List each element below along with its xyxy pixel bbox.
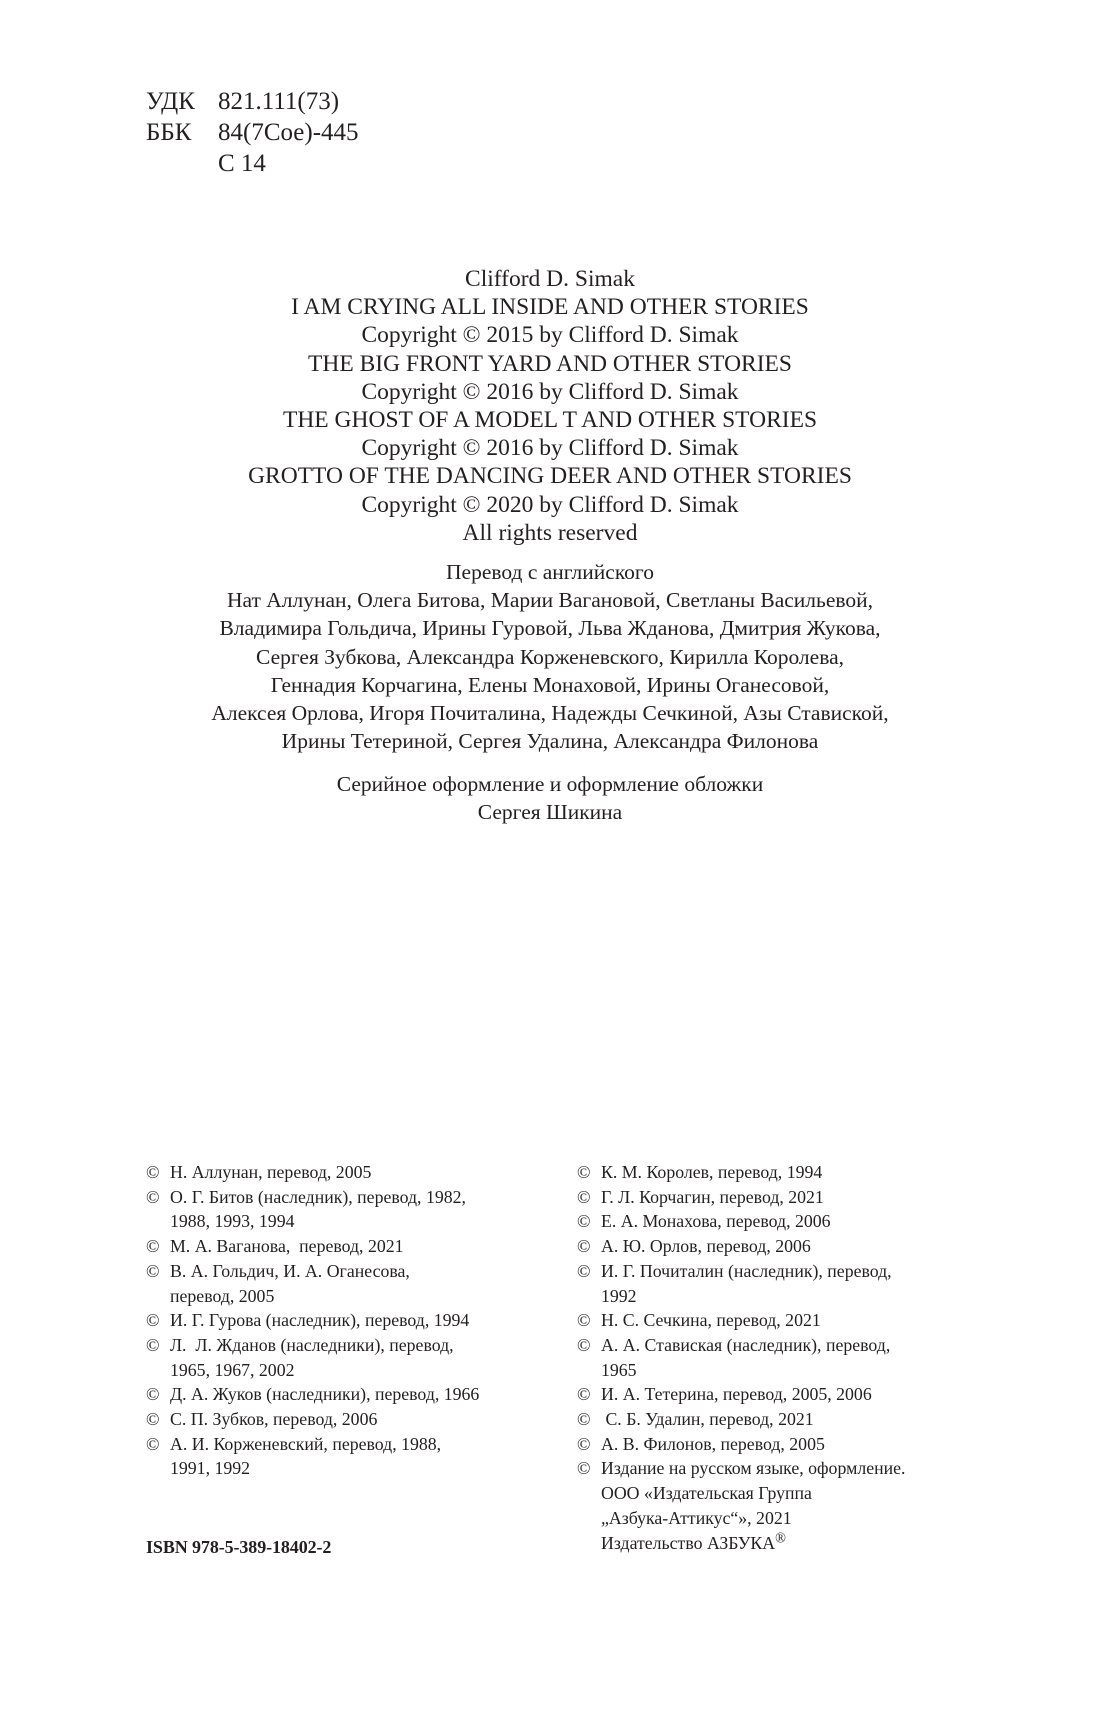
udk-value: 821.111(73) (218, 88, 340, 115)
book-title: THE GHOST OF A MODEL T AND OTHER STORIES (282, 407, 818, 434)
translation-credits (0, 558, 1100, 755)
copyright-notice (577, 1160, 997, 1185)
copyright-notice-text (170, 1382, 556, 1407)
copyright-notice-line: ООО «Издательская Группа (601, 1483, 812, 1504)
copyright-notice-text (170, 1259, 556, 1308)
copyright-icon: © (146, 1186, 160, 1207)
copyright-notice-line: А. Ю. Орлов, перевод, 2006 (601, 1236, 811, 1257)
copyright-notice (146, 1308, 556, 1333)
bbk-value: 84(7Сое)-445 (218, 119, 359, 146)
copyright-notice-text (601, 1209, 997, 1234)
copyright-notice (146, 1407, 556, 1432)
book-title: GROTTO OF THE DANCING DEER AND OTHER STORIES (248, 463, 852, 490)
copyright-icon: © (146, 1433, 160, 1454)
copyright-notice-text (170, 1308, 556, 1333)
translators-line: Нат Аллунан, Олега Битова, Марии Вагановой, Светланы Васильевой, (226, 588, 874, 613)
rights-reserved: All rights reserved (462, 519, 638, 546)
copyright-icon: © (577, 1384, 591, 1405)
bbk-row (146, 117, 359, 148)
copyright-icon: © (146, 1310, 160, 1331)
copyright-notice-line: Г. Л. Корчагин, перевод, 2021 (601, 1186, 824, 1207)
copyright-notice (577, 1209, 997, 1234)
book-title: THE BIG FRONT YARD AND OTHER STORIES (308, 350, 792, 377)
copyright-icon: © (146, 1384, 160, 1405)
copyright-notice-text (601, 1308, 997, 1333)
copyright-icon: © (577, 1409, 591, 1430)
copyright-notice (577, 1456, 997, 1555)
copyright-notice (577, 1259, 997, 1308)
copyright-notice (577, 1308, 997, 1333)
copyright-notice (146, 1333, 556, 1382)
copyright-line: Copyright © 2016 by Clifford D. Simak (361, 378, 739, 405)
copyright-notice-line: перевод, 2005 (170, 1285, 275, 1306)
copyright-notice-line: Е. А. Монахова, перевод, 2006 (601, 1211, 831, 1232)
copyright-notice-line: И. Г. Почиталин (наследник), перевод, (601, 1260, 892, 1281)
author-mark: С 14 (218, 150, 266, 177)
copyright-notice-line: 1965, 1967, 2002 (170, 1359, 295, 1380)
copyright-notice-text (170, 1185, 556, 1234)
copyright-line: Copyright © 2020 by Clifford D. Simak (361, 491, 739, 518)
copyright-notice-text (601, 1407, 997, 1432)
copyright-line: Copyright © 2015 by Clifford D. Simak (361, 322, 739, 349)
copyright-notice-line: 1992 (601, 1285, 637, 1306)
designer-name: Сергея Шикина (477, 800, 623, 825)
copyright-notice (577, 1185, 997, 1210)
copyright-notice (577, 1432, 997, 1457)
copyright-icon: © (146, 1236, 160, 1257)
design-credits (0, 770, 1100, 826)
copyright-notice-text (170, 1333, 556, 1382)
copyright-icon: © (146, 1409, 160, 1430)
copyright-notice-line: Н. Аллунан, перевод, 2005 (170, 1162, 372, 1182)
copyright-notice (146, 1382, 556, 1407)
copyright-icon: © (577, 1162, 591, 1182)
copyright-notice (577, 1382, 997, 1407)
copyright-notice-line: М. А. Ваганова, перевод, 2021 (170, 1236, 404, 1257)
copyright-icon: © (577, 1186, 591, 1207)
copyright-notice-text (170, 1432, 556, 1481)
original-credits (0, 265, 1100, 547)
copyright-notice-text (601, 1234, 997, 1259)
copyright-notice-line: 1988, 1993, 1994 (170, 1211, 295, 1232)
copyright-notice-text (170, 1234, 556, 1259)
copyright-notice-line: Н. С. Сечкина, перевод, 2021 (601, 1310, 821, 1331)
copyright-notice-text (601, 1333, 997, 1382)
copyright-notice-line: 1965 (601, 1359, 637, 1380)
copyright-notice-line: А. А. Ставиская (наследник), перевод, (601, 1334, 891, 1355)
copyright-notice (146, 1160, 556, 1185)
copyright-icon: © (577, 1236, 591, 1257)
translators-line: Алексея Орлова, Игоря Почиталина, Надежды Сечкиной, Азы Ставиской, (211, 701, 889, 726)
udk-row (146, 86, 359, 117)
copyright-icon: © (577, 1211, 591, 1232)
copyright-notice (577, 1333, 997, 1382)
copyright-notice-line: А. И. Корженевский, перевод, 1988, (170, 1433, 442, 1454)
copyright-icon: © (577, 1458, 591, 1479)
copyright-icon: © (577, 1260, 591, 1281)
copyright-notice-line: И. А. Тетерина, перевод, 2005, 2006 (601, 1384, 872, 1405)
copyright-notice-line: И. Г. Гурова (наследник), перевод, 1994 (170, 1310, 470, 1331)
translators-line: Ирины Тетериной, Сергея Удалина, Александра Филонова (281, 729, 819, 754)
copyright-notice-line: Издательство АЗБУКА® (601, 1530, 786, 1553)
copyright-notice (146, 1432, 556, 1481)
copyright-notice-text (170, 1160, 556, 1185)
copyright-notice (146, 1185, 556, 1234)
copyright-notice-line: С. Б. Удалин, перевод, 2021 (601, 1409, 814, 1430)
author-mark-row (146, 148, 359, 179)
translators-line: Сергея Зубкова, Александра Корженевского, Кирилла Королева, (255, 644, 844, 669)
translation-heading: Перевод с английского (446, 560, 654, 584)
copyright-notice-text (601, 1432, 997, 1457)
copyright-column-right (577, 1160, 997, 1555)
udk-label: УДК (146, 88, 195, 115)
design-heading: Серийное оформление и оформление обложки (336, 772, 764, 796)
copyright-notice-line: Л. Л. Жданов (наследники), перевод, (170, 1334, 454, 1355)
classification-block (146, 86, 359, 179)
copyright-notice-line: Д. А. Жуков (наследники), перевод, 1966 (170, 1384, 480, 1405)
copyright-notice-text (601, 1456, 997, 1555)
copyright-notice (577, 1407, 997, 1432)
book-title: I AM CRYING ALL INSIDE AND OTHER STORIES (291, 294, 809, 321)
copyright-notice-line: К. М. Королев, перевод, 1994 (601, 1162, 823, 1182)
copyright-icon: © (577, 1334, 591, 1355)
isbn: ISBN 978-5-389-18402-2 (146, 1537, 332, 1557)
author-name: Clifford D. Simak (465, 266, 635, 292)
copyright-icon: © (146, 1162, 160, 1182)
registered-trademark-icon: ® (775, 1530, 786, 1547)
copyright-notice-line: Издание на русском языке, оформление. (601, 1458, 906, 1479)
copyright-notice (146, 1234, 556, 1259)
copyright-notice-line: „Азбука-Аттикус“», 2021 (601, 1507, 792, 1528)
copyright-notice-text (601, 1382, 997, 1407)
copyright-notice-line: 1991, 1992 (170, 1458, 251, 1479)
copyright-notice-line: О. Г. Битов (наследник), перевод, 1982, (170, 1186, 466, 1207)
copyright-icon: © (146, 1334, 160, 1355)
copyright-icon: © (577, 1433, 591, 1454)
translators-line: Владимира Гольдича, Ирины Гуровой, Льва Жданова, Дмитрия Жукова, (219, 616, 881, 641)
copyright-line: Copyright © 2016 by Clifford D. Simak (361, 435, 739, 462)
copyright-notice-line: С. П. Зубков, перевод, 2006 (170, 1409, 378, 1430)
copyright-notice-text (601, 1185, 997, 1210)
bbk-label: ББК (146, 119, 192, 146)
copyright-icon: © (146, 1260, 160, 1281)
copyright-notice-text (601, 1259, 997, 1308)
copyright-notice (146, 1259, 556, 1308)
copyright-column-left (146, 1160, 556, 1481)
copyright-notice (577, 1234, 997, 1259)
copyright-icon: © (577, 1310, 591, 1331)
copyright-notice-text (170, 1407, 556, 1432)
copyright-notice-text (601, 1160, 997, 1185)
copyright-notice-line: А. В. Филонов, перевод, 2005 (601, 1433, 825, 1454)
translators-line: Геннадия Корчагина, Елены Монаховой, Ирины Оганесовой, (270, 672, 830, 697)
copyright-notice-line: В. А. Гольдич, И. А. Оганесова, (170, 1260, 410, 1281)
